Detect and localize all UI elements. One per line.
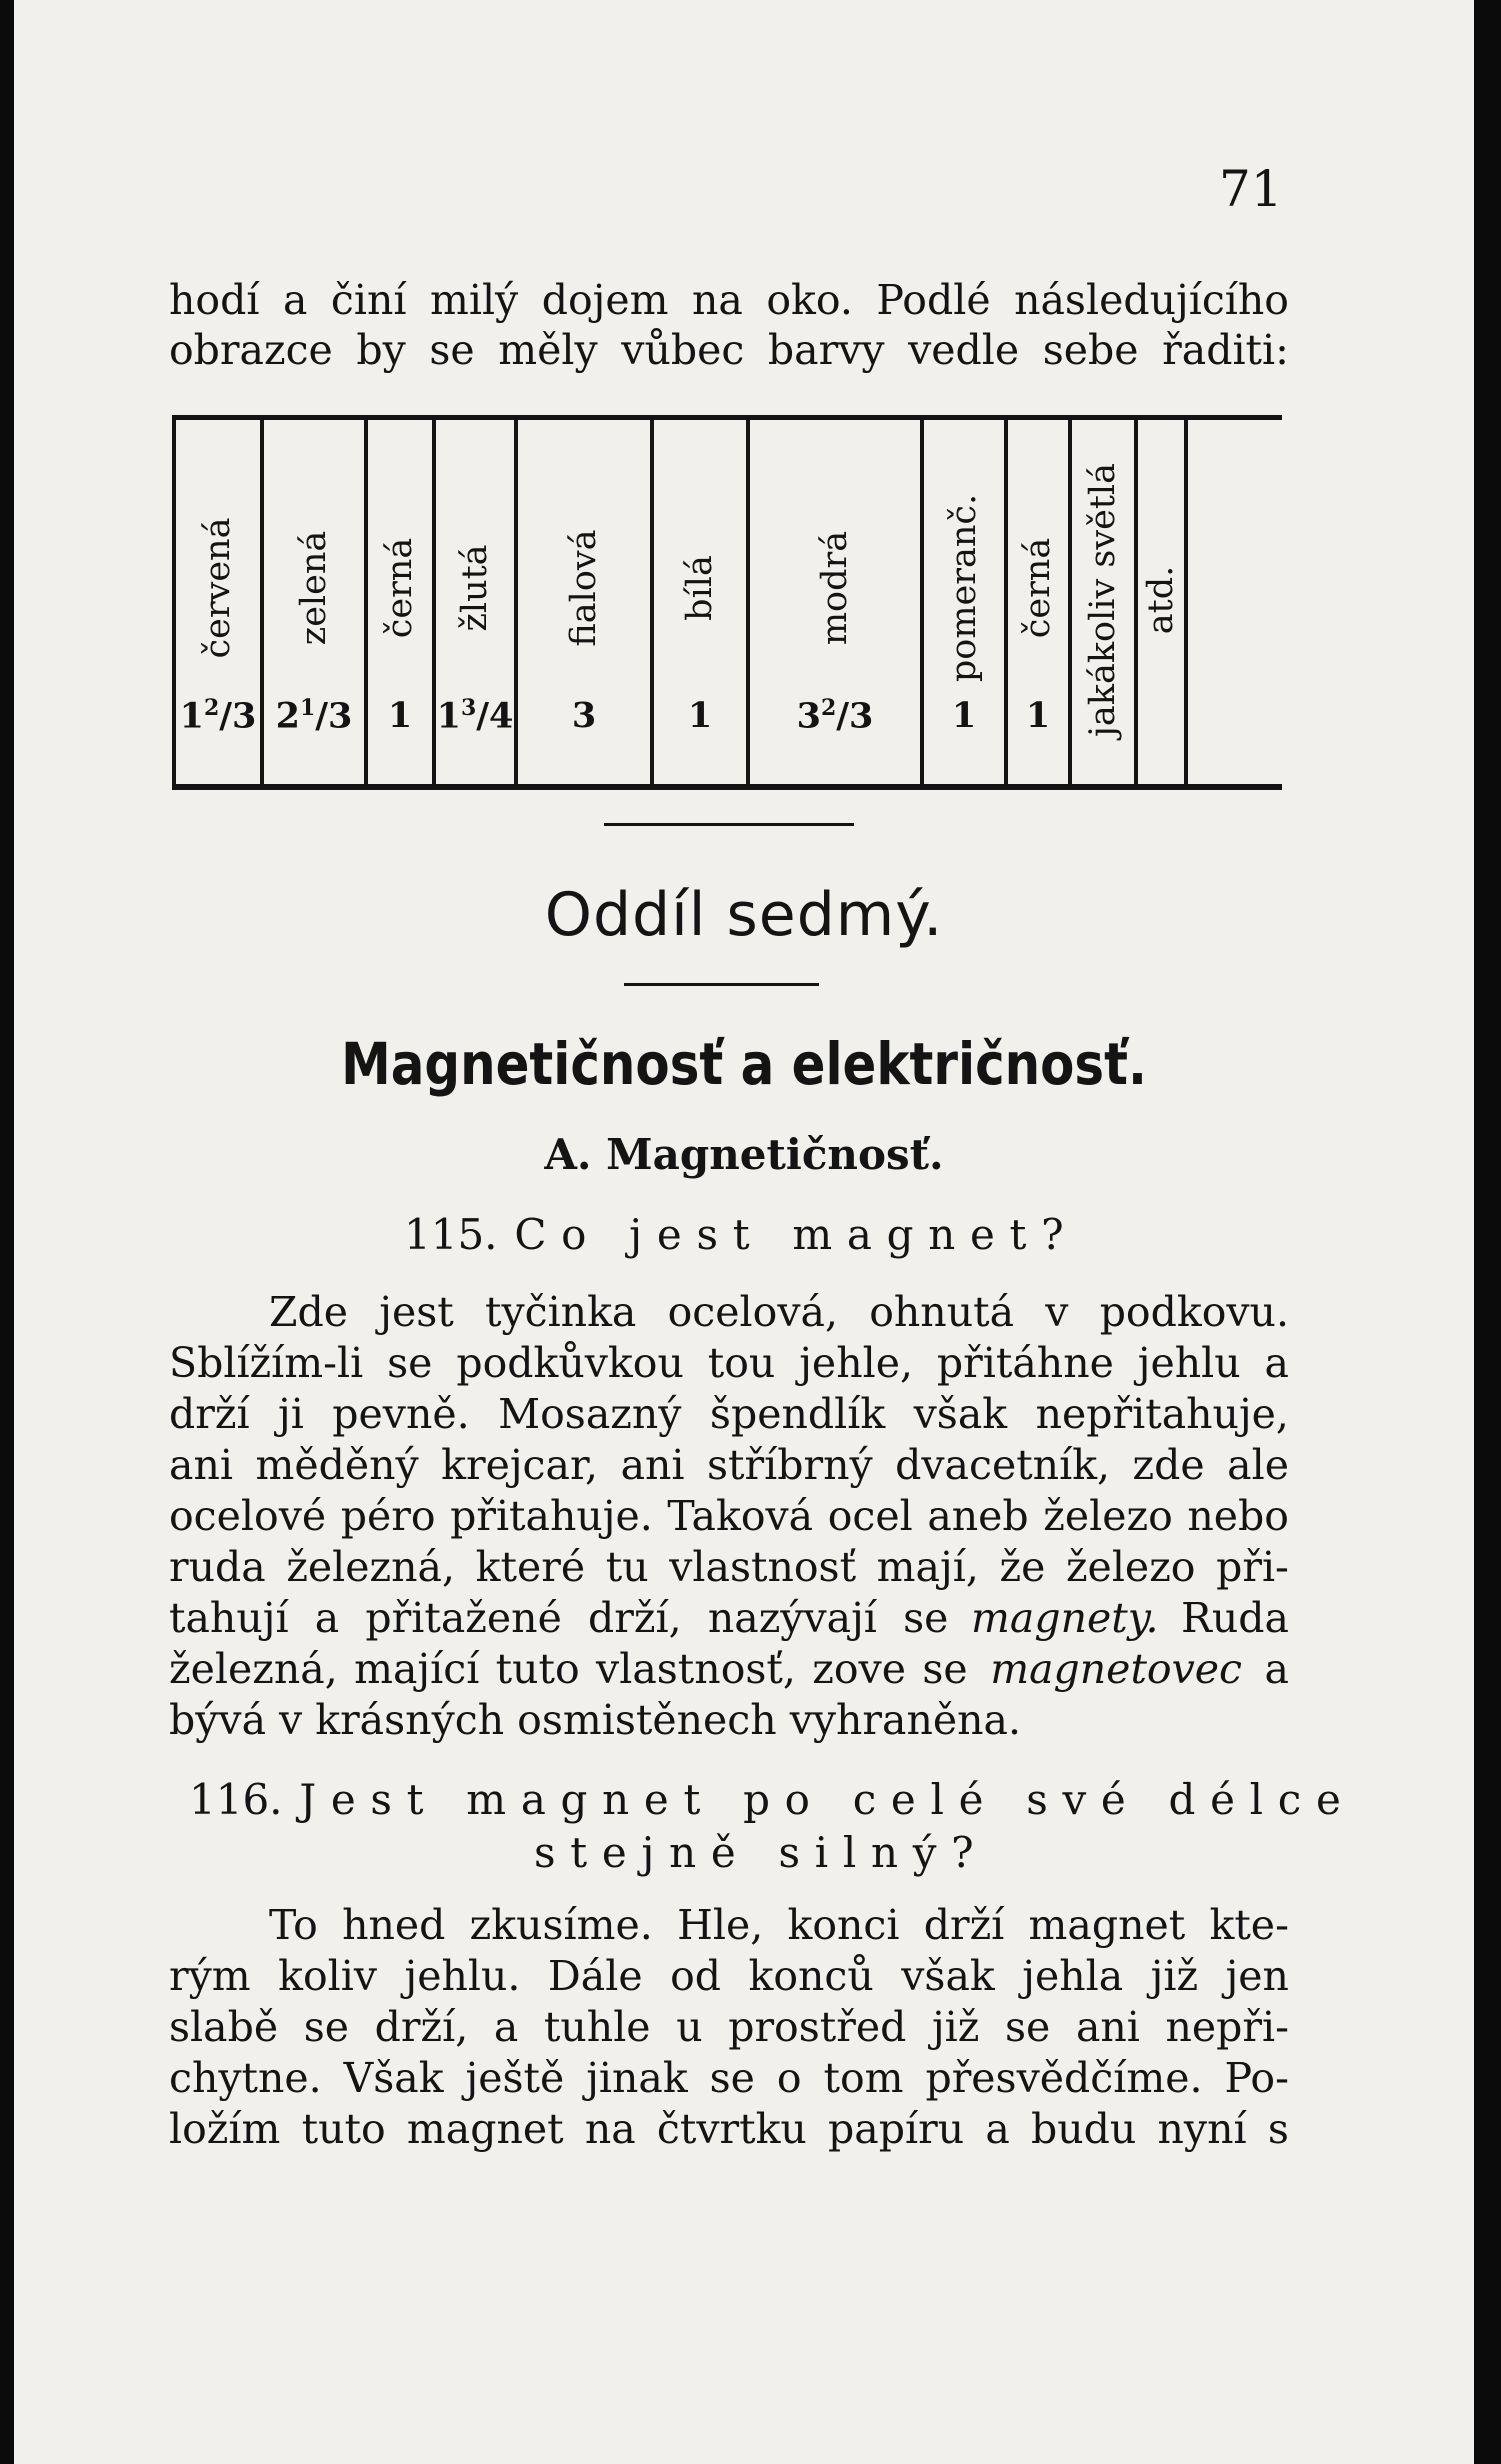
word: jen [1225,1952,1289,2000]
word: přitáhne [936,1339,1114,1387]
question-116-number: 116. [189,1775,283,1824]
color-column [1068,420,1134,784]
word: se [303,2003,350,2051]
q115-term-magnety: magnety. [971,1594,1159,1642]
word: jinak [586,2054,688,2102]
word: přesvědčíme. [925,2054,1203,2102]
word: jehle, [799,1339,914,1387]
word: ani [620,1441,685,1489]
section-title: Oddíl sedmý. [544,880,944,950]
q115-line-7 [169,1593,1289,1643]
word: však [913,1390,1008,1438]
word: že [999,1543,1046,1591]
word: ocel [827,1492,913,1540]
word: prostřed [728,2003,907,2051]
word: tou [707,1339,776,1387]
color-column [260,420,364,784]
word: které [475,1543,586,1591]
word: tuto [495,1645,580,1693]
word: na [584,2105,636,2153]
q115-line-8-text [169,1644,968,1694]
word: podkůvkou [456,1339,684,1387]
word: barvy [767,326,885,374]
word: nepřitahuje, [1035,1390,1289,1438]
q116-line-1 [269,1900,1289,1950]
word: dvacetník, [895,1441,1111,1489]
word: a [985,2105,1010,2153]
color-column [650,420,746,784]
word: dojem [541,276,669,324]
color-ratio: 1 [387,695,413,736]
color-column [1134,420,1188,784]
q115-line-3 [169,1389,1289,1439]
word: ani [169,1441,233,1489]
word: přitahuje. [450,1492,653,1540]
color-column [364,420,432,784]
chapter-title: Magnetičnosť a električnosť. [341,1030,1147,1098]
word: oko. [766,276,853,324]
question-115-title: Co jest magnet? [514,1210,1079,1259]
question-116-heading [189,1775,1356,1824]
q116-line-5 [169,2104,1289,2154]
word: krejcar, [441,1441,599,1489]
word: nepři- [1165,2003,1289,2051]
word: čtvrtku [656,2105,807,2153]
word: se [903,1594,949,1642]
word: Sblížím-li [169,1339,364,1387]
word: již [931,2003,980,2051]
q116-line-3 [169,2002,1289,2052]
color-name: pomeranč. [944,493,984,683]
subsection-title: A. Magnetičnosť. [544,1130,944,1179]
color-name: černá [380,537,420,639]
word: tahují [169,1594,289,1642]
word: špendlík [709,1390,886,1438]
word: vlastnosť [669,1543,857,1591]
divider-rule-bottom [624,983,819,986]
word: ohnutá [869,1288,1015,1336]
word: hned [342,1901,446,1949]
scan-right-edge [1474,0,1501,2464]
divider-rule-top [604,823,854,826]
intro-line-2 [169,325,1289,375]
word: a [493,2003,519,2051]
word: pevně. [332,1390,470,1438]
word: drží [169,1390,250,1438]
word: na [692,276,743,324]
q115-line-8-end: a [1264,1645,1289,1693]
color-column [746,420,920,784]
word: železo [1065,1543,1196,1591]
word: milý [429,276,519,324]
word: magnet [1028,1901,1186,1949]
word: o [776,2054,802,2102]
word: rým [169,1952,251,2000]
word: ložím [169,2105,281,2153]
word: ještě [465,2054,565,2102]
word: ocelové [169,1492,327,1540]
word: drží, [588,1594,682,1642]
word: To [269,1901,318,1949]
color-ratio: $3^2/3$ [796,695,874,737]
word: chytne. [169,2054,322,2102]
question-116-title-line-2: stejně silný? [534,1828,989,1877]
word: vůbec [621,326,745,374]
color-name: jakákoliv světlá [1083,463,1123,737]
word: konci [787,1901,900,1949]
word: řaditi: [1162,326,1289,374]
word: konců [748,1952,874,2000]
color-name: žlutá [455,544,495,632]
word: ani [1075,2003,1140,2051]
question-115-number: 115. [404,1210,498,1259]
word: s [1267,2105,1289,2153]
word: magnet [406,2105,564,2153]
word: a [1264,1339,1289,1387]
color-name: modrá [815,530,855,646]
book-page [14,0,1474,2464]
word: se [709,2054,755,2102]
word: železo [1043,1492,1173,1540]
word: drží [923,1901,1005,1949]
color-column [432,420,514,784]
color-table [172,415,1282,790]
question-116-title-line-1: Jest magnet po celé své délce [299,1775,1356,1824]
word: při- [1216,1543,1289,1591]
word: slabě [169,2003,279,2051]
word: mají, [876,1543,979,1591]
word: hodí [169,276,260,324]
word: a [282,276,308,324]
word: kte- [1209,1901,1289,1949]
q115-line-1 [269,1287,1289,1337]
word: zde [1132,1441,1205,1489]
q116-line-2 [169,1951,1289,2001]
word: železná, [286,1543,456,1591]
word: a [314,1594,340,1642]
color-name: zelená [294,530,334,646]
word: tom [823,2054,904,2102]
scan-left-edge [0,0,14,2464]
word: Dále [547,1952,643,2000]
word: následujícího [1014,276,1289,324]
word: tu [605,1543,649,1591]
color-name: bílá [680,555,720,621]
word: nazývají [707,1594,877,1642]
word: jehla [1022,1952,1124,2000]
word: ocelová, [667,1288,838,1336]
word: jest [379,1288,454,1336]
word: měly [498,326,598,374]
word: podkovu. [1099,1288,1289,1336]
word: obrazce [169,326,333,374]
color-ratio: $1^2/3$ [179,695,257,737]
color-name: červená [198,517,238,659]
page-number: 71 [1219,160,1283,218]
word: tyčinka [484,1288,637,1336]
color-ratio: $1^3/4$ [436,695,514,737]
word: drží, [374,2003,469,2051]
q115-line-8 [169,1644,1289,1694]
color-ratio: 1 [1025,695,1051,736]
color-name: fialová [564,529,604,647]
word: činí [330,276,407,324]
color-column [172,420,260,784]
color-name: černá [1018,537,1058,639]
word: stříbrný [707,1441,873,1489]
word: sebe [1042,326,1139,374]
word: měděný [255,1441,419,1489]
word: by [356,326,406,374]
word: železná, [169,1645,338,1693]
word: se [429,326,475,374]
word: zkusíme. [469,1901,653,1949]
word: ruda [169,1543,266,1591]
word: ji [278,1390,304,1438]
word: přitažené [365,1594,562,1642]
q115-line-5 [169,1491,1289,1541]
word: jehlu [1137,1339,1241,1387]
q116-line-4 [169,2053,1289,2103]
q115-line-9: bývá v krásných osmistěnech vyhraněna. [169,1696,1022,1744]
word: vlastnosť, [596,1645,796,1693]
word: Hle, [677,1901,764,1949]
word: od [670,1952,722,2000]
q115-line-7-text [169,1593,948,1643]
color-ratio: 3 [571,695,597,736]
word: tuto [301,2105,386,2153]
color-ratio: $2^1/3$ [275,695,353,737]
word: u [676,2003,703,2051]
word: Po- [1224,2054,1289,2102]
word: péro [340,1492,436,1540]
word: budu [1031,2105,1137,2153]
q115-line-6 [169,1542,1289,1592]
word: vedle [908,326,1020,374]
word: se [387,1339,433,1387]
color-name: atd. [1141,565,1181,635]
word: již [1150,1952,1199,2000]
word: nyní [1157,2105,1247,2153]
q115-line-7-end: Ruda [1181,1594,1289,1642]
word: zove [812,1645,906,1693]
intro-line-1 [169,275,1289,325]
word: Však [343,2054,444,2102]
q115-line-4 [169,1440,1289,1490]
word: papíru [828,2105,965,2153]
color-column [514,420,650,784]
word: Mosazný [498,1390,682,1438]
word: ale [1227,1441,1289,1489]
color-ratio: 1 [951,695,977,736]
word: tuhle [543,2003,651,2051]
word: se [922,1645,968,1693]
color-ratio: 1 [687,695,713,736]
word: aneb [927,1492,1029,1540]
word: však [901,1952,995,2000]
word: Podlé [876,276,991,324]
color-column [920,420,1004,784]
word: koliv [278,1952,378,2000]
color-column [1004,420,1068,784]
word: v [1045,1288,1069,1336]
word: mající [354,1645,480,1693]
word: se [1005,2003,1051,2051]
word: nebo [1187,1492,1289,1540]
question-115-heading [404,1210,1078,1259]
q115-term-magnetovec: magnetovec [990,1645,1242,1693]
word: jehlu. [404,1952,521,2000]
word: Taková [667,1492,814,1540]
word: Zde [269,1288,348,1336]
q115-line-2 [169,1338,1289,1388]
